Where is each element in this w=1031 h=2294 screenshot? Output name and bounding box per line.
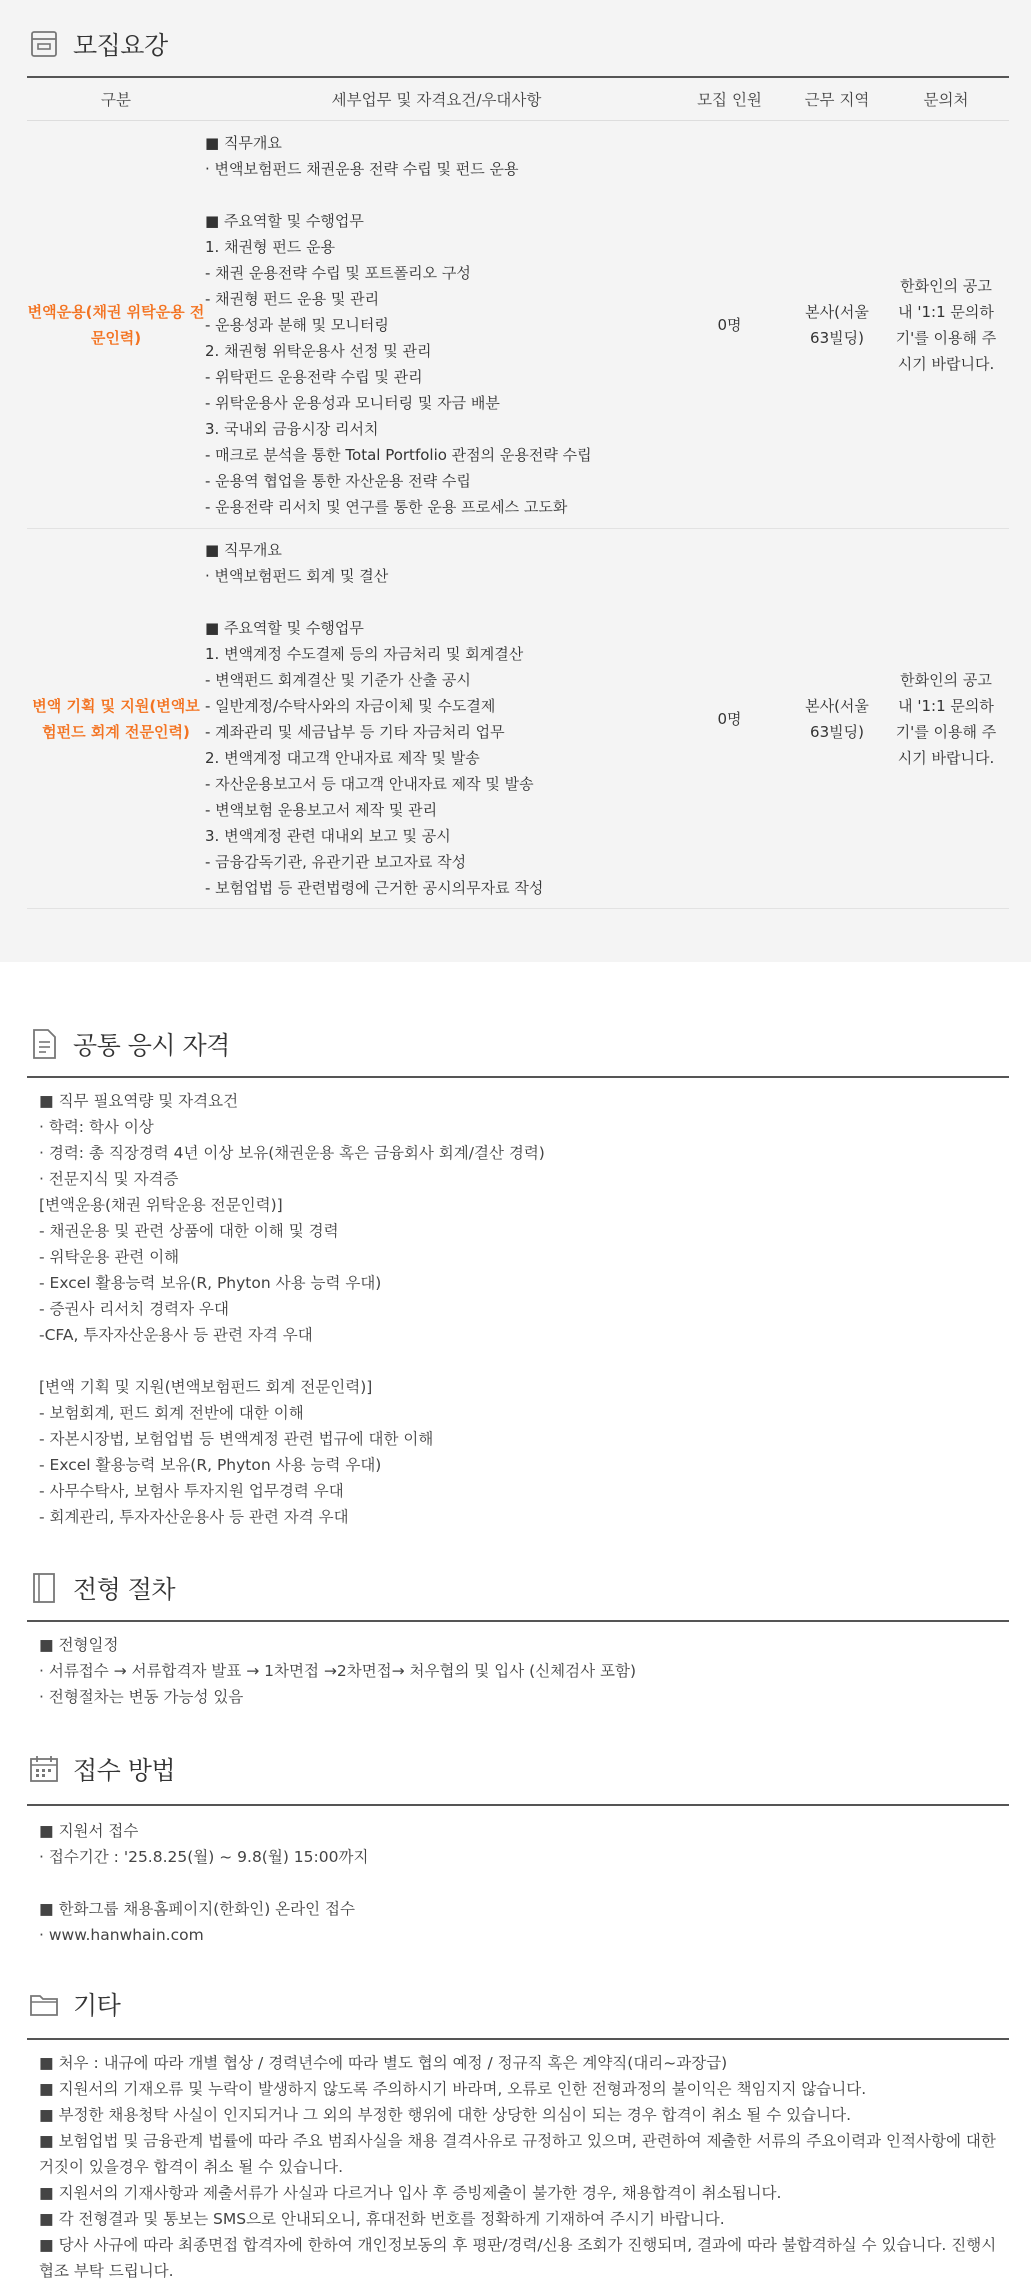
text-line: ■ 전형일정	[39, 1636, 119, 1654]
etc-section	[27, 1970, 1009, 2284]
col-category: 구분	[27, 78, 205, 121]
text-line: - 회계관리, 투자자산운용사 등 관련 자격 우대	[39, 1508, 349, 1526]
calendar-icon	[27, 1752, 61, 1786]
text-line: ■ 한화그룹 채용홈페이지(한화인) 온라인 접수	[39, 1900, 355, 1918]
text-line: - Excel 활용능력 보유(R, Phyton 사용 능력 우대)	[39, 1274, 382, 1292]
detail-line: - 위탁펀드 운용전략 수립 및 관리	[205, 367, 423, 386]
detail-line: - 운용성과 분해 및 모니터링	[205, 315, 389, 334]
process-section	[27, 1556, 1009, 1710]
folder-icon	[27, 1987, 61, 2021]
qualifications-header	[27, 1012, 1009, 1078]
text-line: · 전형절차는 변동 가능성 있음	[39, 1688, 244, 1706]
text-line: - 자본시장법, 보험업법 등 변액계정 관련 법규에 대한 이해	[39, 1430, 434, 1448]
recruit-section	[27, 12, 1009, 909]
text-line: - 사무수탁사, 보험사 투자지원 업무경력 우대	[39, 1482, 344, 1500]
text-line: - 증권사 리서치 경력자 우대	[39, 1300, 230, 1318]
detail-line: - 채권 운용전략 수립 및 포트폴리오 구성	[205, 263, 471, 282]
book-icon	[27, 1571, 61, 1605]
text-line: ■ 보험업법 및 금융관계 법률에 따라 주요 범죄사실을 채용 결격사유로 규정하고 있으며, 관련하여 제출한 서류의 주요이력과 인적사항에 대한 거짓이 있을경우 합격이 취소 될 수 있습니다.	[39, 2132, 996, 2176]
detail-line: - 매크로 분석을 통한 Total Portfolio 관점의 운용전략 수립	[205, 445, 592, 464]
detail-line: 3. 변액계정 관련 대내외 보고 및 공시	[205, 826, 451, 845]
text-line: - 채권운용 및 관련 상품에 대한 이해 및 경력	[39, 1222, 339, 1240]
detail-line: ■ 직무개요	[205, 133, 282, 152]
detail-line: ■ 직무개요	[205, 540, 282, 559]
detail-line	[205, 589, 668, 615]
detail-line: - 운용역 협업을 통한 자산운용 전략 수립	[205, 471, 471, 490]
detail-line: - 보험업법 등 관련법령에 근거한 공시의무자료 작성	[205, 878, 544, 897]
job-contact: 한화인의 공고 내 '1:1 문의하기'를 이용해 주시기 바랍니다.	[883, 529, 1009, 909]
detail-line: 1. 변액계정 수도결제 등의 자금처리 및 회계결산	[205, 644, 524, 663]
job-headcount: 0명	[668, 529, 791, 909]
job-details	[205, 121, 668, 529]
text-line: [변액 기획 및 지원(변액보험펀드 회계 전문인력)]	[39, 1378, 373, 1396]
process-title: 전형 절차	[73, 1575, 176, 1604]
text-line: · 전문지식 및 자격증	[39, 1170, 179, 1188]
text-line: ■ 지원서의 기재오류 및 누락이 발생하지 않도록 주의하시기 바라며, 오류로 인한 전형과정의 불이익은 책임지지 않습니다.	[39, 2080, 867, 2098]
text-line: · 학력: 학사 이상	[39, 1118, 154, 1136]
text-line: - 보험회계, 펀드 회계 전반에 대한 이해	[39, 1404, 304, 1422]
detail-line: - 자산운용보고서 등 대고객 안내자료 제작 및 발송	[205, 774, 534, 793]
detail-line: - 변액보험 운용보고서 제작 및 관리	[205, 800, 438, 819]
recruit-title: 모집요강	[73, 31, 168, 60]
detail-line: 1. 채권형 펀드 운용	[205, 237, 336, 256]
text-line: - 위탁운용 관련 이해	[39, 1248, 180, 1266]
detail-line: - 운용전략 리서치 및 연구를 통한 운용 프로세스 고도화	[205, 497, 568, 516]
process-header	[27, 1556, 1009, 1622]
job-details	[205, 529, 668, 909]
process-body	[27, 1622, 1009, 1710]
col-headcount: 모집 인원	[668, 78, 791, 121]
table-row	[27, 529, 1009, 909]
qualifications-body	[27, 1078, 1009, 1530]
text-line: ■ 부정한 채용청탁 사실이 인지되거나 그 외의 부정한 행위에 대한 상당한 의심이 되는 경우 합격이 취소 될 수 있습니다.	[39, 2106, 851, 2124]
detail-line: - 계좌관리 및 세금납부 등 기타 자금처리 업무	[205, 722, 505, 741]
text-line: -CFA, 투자자산운용사 등 관련 자격 우대	[39, 1326, 313, 1344]
text-line: · www.hanwhain.com	[39, 1926, 204, 1944]
col-contact: 문의처	[883, 78, 1009, 121]
detail-line: ■ 주요역할 및 수행업무	[205, 618, 364, 637]
detail-line: 3. 국내외 금융시장 리서치	[205, 419, 379, 438]
job-location: 본사(서울 63빌딩)	[791, 121, 883, 529]
text-line: - Excel 활용능력 보유(R, Phyton 사용 능력 우대)	[39, 1456, 382, 1474]
text-line: ■ 당사 사규에 따라 최종면접 합격자에 한하여 개인정보동의 후 평판/경력/신용 조회가 진행되며, 결과에 따라 불합격하실 수 있습니다. 진행시 협조 부탁 드립니다.	[39, 2236, 997, 2280]
apply-title: 접수 방법	[73, 1756, 176, 1785]
document-icon	[27, 1027, 61, 1061]
apply-section	[27, 1734, 1009, 1948]
detail-line: - 금융감독기관, 유관기관 보고자료 작성	[205, 852, 467, 871]
recruit-section-header	[27, 12, 1009, 78]
detail-line: 2. 변액계정 대고객 안내자료 제작 및 발송	[205, 748, 480, 767]
job-location: 본사(서울 63빌딩)	[791, 529, 883, 909]
text-line: ■ 각 전형결과 및 통보는 SMS으로 안내되오니, 휴대전화 번호를 정확하게 기재하여 주시기 바랍니다.	[39, 2210, 725, 2228]
detail-line: - 일반계정/수탁사와의 자금이체 및 수도결제	[205, 696, 496, 715]
job-headcount: 0명	[668, 121, 791, 529]
etc-header	[27, 1970, 1009, 2040]
qualifications-section	[27, 1012, 1009, 1530]
detail-line	[205, 182, 668, 208]
detail-line: - 위탁운용사 운용성과 모니터링 및 자금 배분	[205, 393, 500, 412]
recruit-table	[27, 78, 1009, 909]
detail-line: - 변액펀드 회계결산 및 기준가 산출 공시	[205, 670, 471, 689]
text-line: · 서류접수 → 서류합격자 발표 → 1차면접 →2차면접→ 처우협의 및 입사 (신체검사 포함)	[39, 1662, 637, 1680]
col-location: 근무 지역	[791, 78, 883, 121]
text-line	[39, 1870, 1009, 1896]
apply-body	[27, 1806, 1009, 1948]
text-line	[39, 1348, 1009, 1374]
job-contact: 한화인의 공고 내 '1:1 문의하기'를 이용해 주시기 바랍니다.	[883, 121, 1009, 529]
qualifications-title: 공통 응시 자격	[73, 1031, 230, 1060]
job-category: 변액 기획 및 지원(변액보험펀드 회계 전문인력)	[27, 529, 205, 909]
etc-body	[27, 2040, 1009, 2284]
text-line: ■ 직무 필요역량 및 자격요건	[39, 1092, 239, 1110]
etc-title: 기타	[73, 1991, 121, 2020]
col-details: 세부업무 및 자격요건/우대사항	[205, 78, 668, 121]
text-line: · 경력: 총 직장경력 4년 이상 보유(채권운용 혹은 금융회사 회계/결산 경력)	[39, 1144, 545, 1162]
detail-line: · 변액보험펀드 채권운용 전략 수립 및 펀드 운용	[205, 159, 519, 178]
table-header-row	[27, 78, 1009, 121]
text-line: ■ 지원서 접수	[39, 1822, 139, 1840]
detail-line: ■ 주요역할 및 수행업무	[205, 211, 364, 230]
job-category: 변액운용(채권 위탁운용 전문인력)	[27, 121, 205, 529]
detail-line: · 변액보험펀드 회계 및 결산	[205, 566, 389, 585]
text-line: · 접수기간 : '25.8.25(월) ~ 9.8(월) 15:00까지	[39, 1848, 369, 1866]
table-row	[27, 121, 1009, 529]
detail-line: 2. 채권형 위탁운용사 선정 및 관리	[205, 341, 432, 360]
detail-line: - 채권형 펀드 운용 및 관리	[205, 289, 380, 308]
text-line: ■ 지원서의 기재사항과 제출서류가 사실과 다르거나 입사 후 증빙제출이 불가한 경우, 채용합격이 취소됩니다.	[39, 2184, 782, 2202]
text-line: [변액운용(채권 위탁운용 전문인력)]	[39, 1196, 283, 1214]
notice-board-icon	[27, 27, 61, 61]
text-line: ■ 처우 : 내규에 따라 개별 협상 / 경력년수에 따라 별도 협의 예정 / 정규직 혹은 계약직(대리~과장급)	[39, 2054, 728, 2072]
apply-header	[27, 1734, 1009, 1806]
